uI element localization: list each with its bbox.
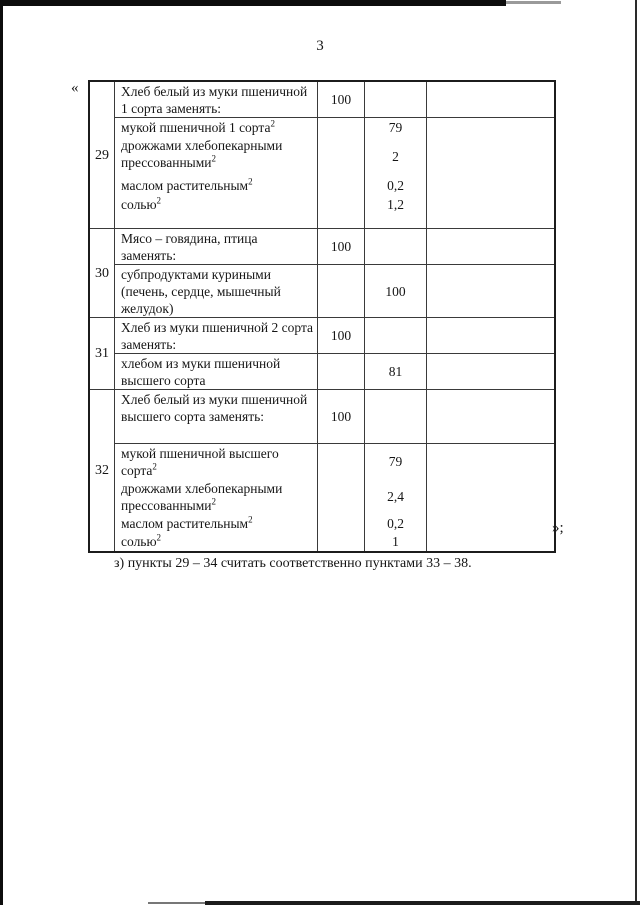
- empty-cell: [318, 444, 365, 479]
- empty-cell: [318, 265, 365, 318]
- substitute-value-cell: 0,2: [365, 514, 427, 532]
- table-row: [90, 118, 554, 136]
- table-row: [90, 195, 554, 229]
- table-row: [90, 136, 554, 176]
- substitute-item-cell: мукой пшеничной 1 сорта$^2$: [115, 118, 318, 136]
- table-row: [90, 390, 554, 444]
- row-number-cell: 32: [90, 390, 115, 551]
- empty-cell: [427, 176, 554, 195]
- substitute-item-cell: солью$^2$: [115, 195, 318, 229]
- substitute-item-cell: маслом растительным$^2$: [115, 514, 318, 532]
- table-row: [90, 532, 554, 551]
- closing-quote-mark: »;: [552, 520, 564, 536]
- substitute-value-cell: 79: [365, 444, 427, 479]
- substitute-item-cell: мукой пшеничной высшего сорта$^2$: [115, 444, 318, 479]
- footnote-marker: 2: [248, 176, 253, 187]
- empty-cell: [427, 82, 554, 118]
- empty-cell: [427, 354, 554, 390]
- table-row: [90, 265, 554, 318]
- empty-cell: [318, 479, 365, 514]
- empty-cell: [318, 136, 365, 176]
- scan-border-top: [0, 0, 506, 6]
- substitute-item-cell: солью$^2$: [115, 532, 318, 551]
- table-row: [90, 354, 554, 390]
- scan-border-bottom: [205, 901, 640, 905]
- empty-cell: [318, 354, 365, 390]
- empty-cell: [427, 118, 554, 136]
- substitute-value-cell: 81: [365, 354, 427, 390]
- empty-cell: [427, 532, 554, 551]
- substitute-item-cell: дрожжами хлебопекарными прессованными$^2$: [115, 136, 318, 176]
- substitute-item-cell: дрожжами хлебопекарными прессованными$^2$: [115, 479, 318, 514]
- empty-cell: [427, 479, 554, 514]
- scan-border-top-tail: [506, 1, 561, 4]
- footnote-marker: 2: [211, 153, 217, 164]
- norm-value-cell: 100: [318, 82, 365, 118]
- substitute-item-cell: хлебом из муки пшеничной высшего сорта: [115, 354, 318, 390]
- empty-cell: [318, 195, 365, 229]
- amendment-note: з) пункты 29 – 34 считать соответственно пунктами 33 – 38.: [114, 556, 472, 571]
- footnote-marker: 2: [248, 514, 253, 525]
- empty-cell: [427, 195, 554, 229]
- empty-cell: [318, 118, 365, 136]
- empty-cell: [427, 265, 554, 318]
- scan-border-right: [635, 0, 637, 905]
- substitute-item-cell: маслом растительным$^2$: [115, 176, 318, 195]
- empty-cell: [318, 514, 365, 532]
- footnote-marker: 2: [211, 496, 217, 507]
- scan-border-bottom-lead: [148, 902, 205, 904]
- empty-cell: [427, 390, 554, 444]
- row-number-cell: 29: [90, 82, 115, 229]
- norm-value-cell: 100: [318, 390, 365, 444]
- empty-cell: [427, 514, 554, 532]
- empty-cell: [365, 318, 427, 354]
- empty-cell: [365, 82, 427, 118]
- empty-cell: [318, 532, 365, 551]
- row-number-cell: 31: [90, 318, 115, 390]
- norm-value-cell: 100: [318, 229, 365, 265]
- substitute-value-cell: 2,4: [365, 479, 427, 514]
- norm-value-cell: 100: [318, 318, 365, 354]
- table-row: [90, 479, 554, 514]
- opening-quote-mark: «: [71, 80, 79, 96]
- table-row: [90, 514, 554, 532]
- empty-cell: [427, 136, 554, 176]
- empty-cell: [427, 444, 554, 479]
- substitute-value-cell: 2: [365, 136, 427, 176]
- empty-cell: [427, 318, 554, 354]
- empty-cell: [318, 176, 365, 195]
- substitute-item-cell: субпродуктами куриными (печень, сердце, мышечный желудок): [115, 265, 318, 318]
- substitute-value-cell: 100: [365, 265, 427, 318]
- empty-cell: [365, 390, 427, 444]
- page-number: 3: [316, 38, 324, 54]
- table-row: [90, 229, 554, 265]
- empty-cell: [365, 229, 427, 265]
- substitute-value-cell: 1: [365, 532, 427, 551]
- table-row: [90, 82, 554, 118]
- substitute-value-cell: 1,2: [365, 195, 427, 229]
- row-number-cell: 30: [90, 229, 115, 318]
- product-header-cell: Мясо – говядина, птица заменять:: [115, 229, 318, 265]
- product-header-cell: Хлеб из муки пшеничной 2 сорта заменять:: [115, 318, 318, 354]
- footnote-marker: 2: [270, 118, 275, 129]
- empty-cell: [427, 229, 554, 265]
- substitution-table: [88, 80, 556, 553]
- footnote-marker: 2: [152, 461, 157, 472]
- product-header-cell: Хлеб белый из муки пшеничной высшего сорта заменять:: [115, 390, 318, 444]
- table-row: [90, 444, 554, 479]
- scan-border-left: [0, 0, 3, 905]
- product-header-cell: Хлеб белый из муки пшеничной 1 сорта заменять:: [115, 82, 318, 118]
- substitute-value-cell: 79: [365, 118, 427, 136]
- footnote-marker: 2: [156, 195, 162, 206]
- table-row: [90, 318, 554, 354]
- substitute-value-cell: 0,2: [365, 176, 427, 195]
- table-row: [90, 176, 554, 195]
- footnote-marker: 2: [156, 532, 162, 543]
